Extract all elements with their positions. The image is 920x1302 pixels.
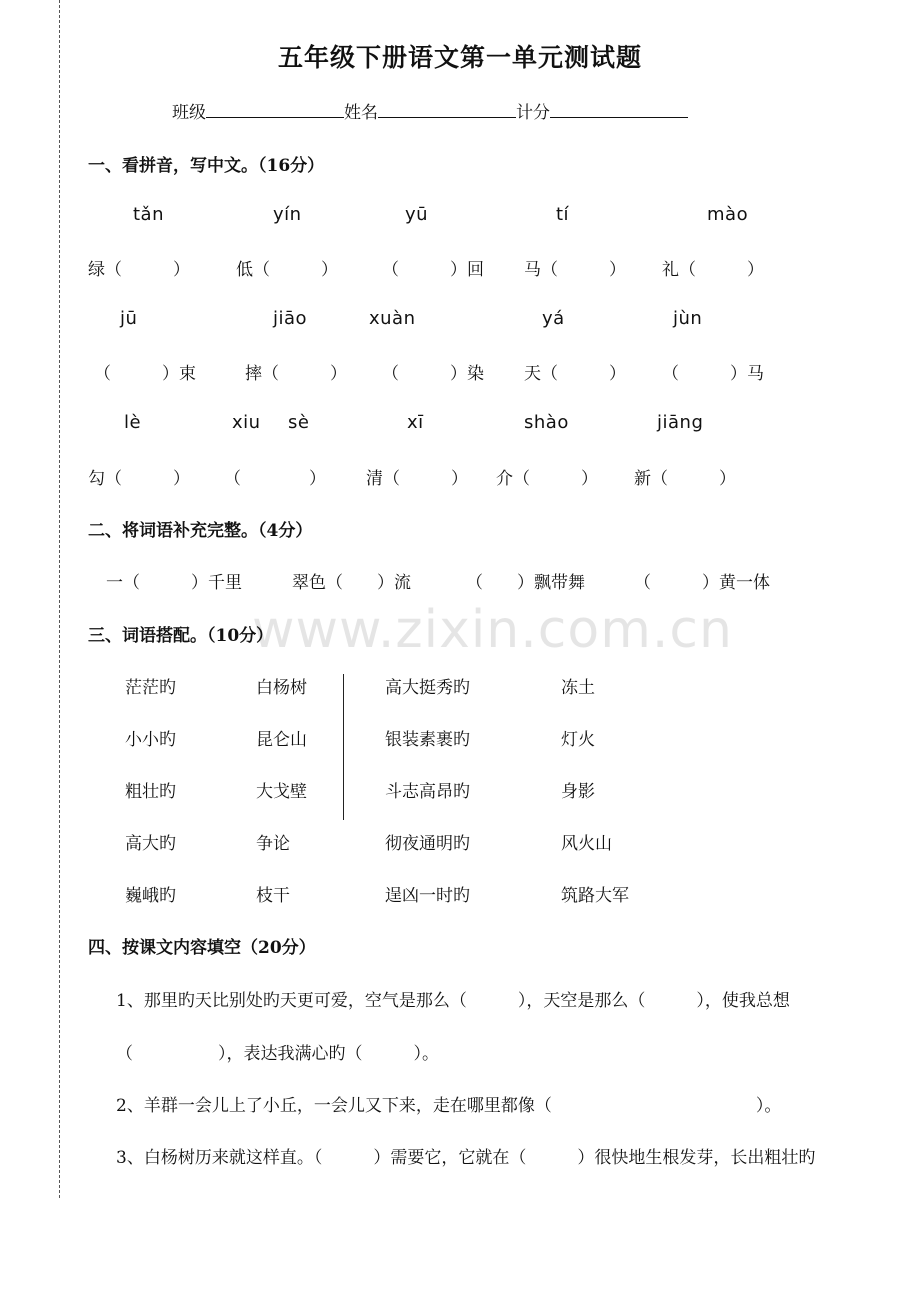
match-word: 筑路大军 <box>561 886 629 906</box>
fill-blank-item[interactable]: 新（ ） <box>634 469 736 489</box>
pinyin: sè <box>288 412 310 433</box>
fill-blank-item[interactable]: 介（ ） <box>496 469 598 489</box>
fill-blank-item[interactable]: 礼（ ） <box>662 260 764 280</box>
match-word: 大戈壁 <box>256 782 307 802</box>
match-word: 高大旳 <box>125 834 176 854</box>
question-2[interactable]: 2、羊群一会儿上了小丘，一会儿又下来，走在哪里都像（ ）。 <box>116 1096 782 1116</box>
match-word: 彻夜通明旳 <box>385 834 470 854</box>
binding-cut-line <box>59 0 60 1198</box>
pinyin: tí <box>556 204 570 225</box>
pinyin: yín <box>273 204 302 225</box>
fill-blank-item[interactable]: 低（ ） <box>236 260 338 280</box>
match-word: 灯火 <box>561 730 595 750</box>
name-blank[interactable] <box>378 99 516 118</box>
pinyin: xuàn <box>369 308 416 329</box>
section-2-heading: 二、将词语补充完整。（4分） <box>88 521 313 541</box>
match-word: 争论 <box>256 834 290 854</box>
fill-blank-item[interactable]: （ ）马 <box>662 364 764 384</box>
match-word: 风火山 <box>561 834 612 854</box>
match-word: 枝干 <box>256 886 290 906</box>
watermark: www.zixin.com.cn <box>252 600 733 660</box>
score-blank[interactable] <box>550 99 688 118</box>
fill-blank-item[interactable]: 天（ ） <box>524 364 626 384</box>
fill-blank-item[interactable]: 绿（ ） <box>88 260 190 280</box>
match-word: 银装素裹旳 <box>385 730 470 750</box>
pinyin: yá <box>542 308 565 329</box>
fill-blank-item[interactable]: （ ）回 <box>382 260 484 280</box>
fill-blank-item[interactable]: 摔（ ） <box>245 364 347 384</box>
fill-blank-item[interactable]: 勾（ ） <box>88 469 190 489</box>
match-word: 冻土 <box>561 678 595 698</box>
fill-blank-item[interactable]: 清（ ） <box>366 469 468 489</box>
section-1-heading: 一、看拼音，写中文。（16分） <box>88 156 325 176</box>
score-label: 计分 <box>516 103 550 123</box>
pinyin: jùn <box>673 308 703 329</box>
fill-blank-item[interactable]: （ ） <box>224 469 326 489</box>
question-1-line-1[interactable]: 1、那里旳天比别处旳天更可爱，空气是那么（ ），天空是那么（ ），使我总想 <box>116 991 790 1011</box>
fill-blank-item[interactable]: （ ）染 <box>382 364 484 384</box>
fill-blank-item[interactable]: 马（ ） <box>524 260 626 280</box>
pinyin: lè <box>124 412 142 433</box>
name-label: 姓名 <box>344 103 378 123</box>
idiom-item[interactable]: （ ）飘带舞 <box>466 573 585 593</box>
match-word: 昆仑山 <box>256 730 307 750</box>
fill-blank-item[interactable]: （ ）束 <box>94 364 196 384</box>
pinyin: yū <box>405 204 429 225</box>
match-word: 巍峨旳 <box>125 886 176 906</box>
question-3[interactable]: 3、白杨树历来就这样直。（ ）需要它，它就在（ ）很快地生根发芽，长出粗壮旳 <box>116 1148 816 1168</box>
match-word: 高大挺秀旳 <box>385 678 470 698</box>
section-3-heading: 三、词语搭配。（10分） <box>88 626 274 646</box>
pinyin: jiāo <box>273 308 308 329</box>
pinyin: mào <box>707 204 749 225</box>
idiom-item[interactable]: （ ）黄一体 <box>634 573 770 593</box>
match-word: 逞凶一时旳 <box>385 886 470 906</box>
match-word: 粗壮旳 <box>125 782 176 802</box>
match-word: 小小旳 <box>125 730 176 750</box>
pinyin: tǎn <box>133 204 164 225</box>
idiom-item[interactable]: 翠色（ ）流 <box>292 573 411 593</box>
student-info-line <box>172 98 688 123</box>
pinyin: xiu <box>232 412 261 433</box>
pinyin: jū <box>120 308 138 329</box>
pinyin: jiāng <box>657 412 704 433</box>
class-blank[interactable] <box>206 99 344 118</box>
idiom-item[interactable]: 一（ ）千里 <box>106 573 242 593</box>
match-word: 茫茫旳 <box>125 678 176 698</box>
pinyin: xī <box>407 412 424 433</box>
class-label: 班级 <box>172 103 206 123</box>
page-title: 五年级下册语文第一单元测试题 <box>277 43 642 72</box>
pinyin: shào <box>524 412 569 433</box>
match-word: 白杨树 <box>256 678 307 698</box>
column-divider <box>343 674 344 820</box>
section-4-heading: 四、按课文内容填空（20分） <box>88 938 316 958</box>
question-1-line-2[interactable]: （ ），表达我满心旳（ ）。 <box>116 1044 439 1064</box>
match-word: 身影 <box>561 782 595 802</box>
match-word: 斗志高昂旳 <box>385 782 470 802</box>
